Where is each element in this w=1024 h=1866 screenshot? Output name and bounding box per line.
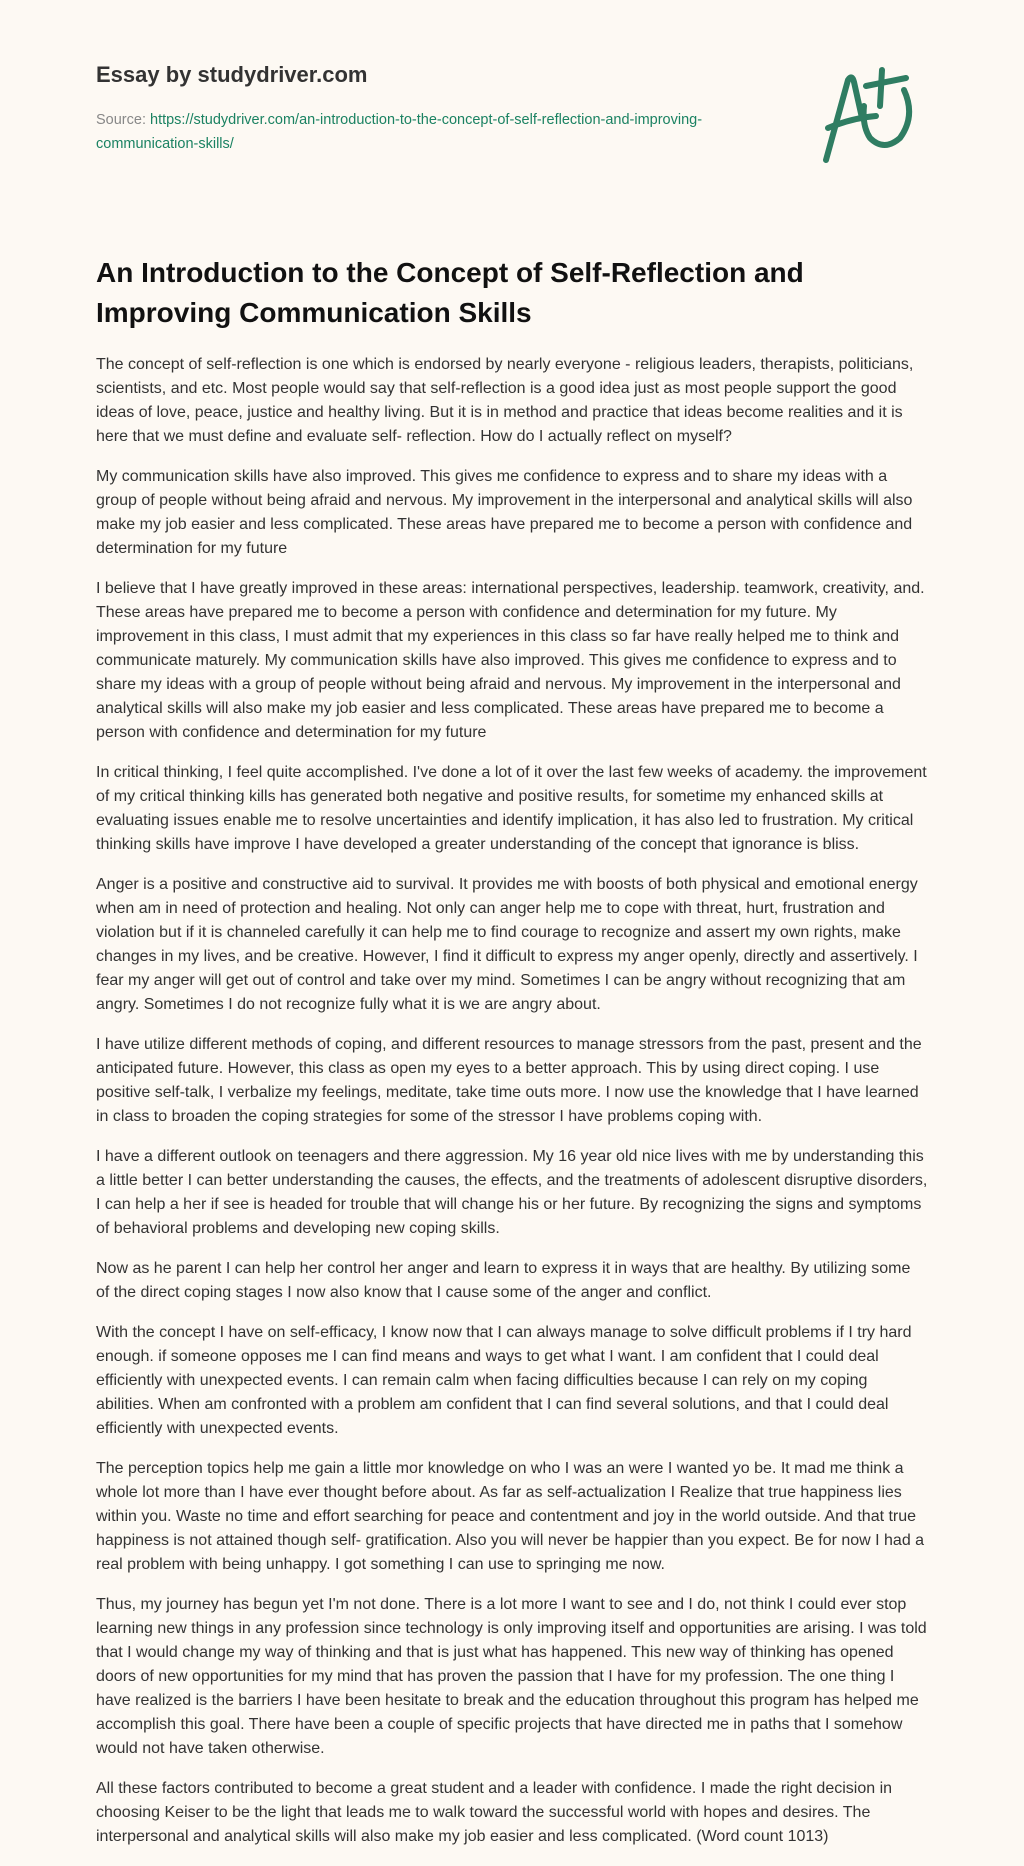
essay-paragraph: I believe that I have greatly improved in these areas: international perspectives, leadership. teamwork, creativity, and. These areas have prepared me to become a person with confidence and determination for my future. My improvement in this class, I must admit that my experiences in this class so far have really helped me to think and communicate maturely. My communication skills have also improved. This gives me confidence to express and to share my ideas with a group of people without being afraid and nervous. My improvement in the interpersonal and analytical skills will also make my job easier and less complicated. These areas have prepared me to become a person with confidence and determination for my future	[96, 580, 925, 741]
essay-paragraph: Thus, my journey has begun yet I'm not done. There is a lot more I want to see and I do, not think I could ever stop learning new things in any profession since technology is only improving itself and opportunities are arising. I was told that I would change my way of thinking and that is just what has happened. This new way of thinking has opened doors of new opportunities for my mind that has proven the passion that I have for my profession. The one thing I have realized is the barriers I have been hesitate to break and the education throughout this program has helped me accomplish this goal. There have been a couple of specific projects that have directed me in paths that I somehow would not have taken otherwise.	[96, 1596, 927, 1757]
a-plus-logo-icon	[822, 66, 930, 166]
source-link[interactable]: https://studydriver.com/an-introduction-to-the-concept-of-self-reflection-and-improving-communication-skills/	[96, 112, 703, 152]
essay-paragraph: The perception topics help me gain a little mor knowledge on who I was an were I wanted yo be. It mad me think a whole lot more than I have ever thought before about. As far as self-actualization I Realize that true happiness lies within you. Waste no time and effort searching for peace and contentment and joy in the world outside. And that true happiness is not attained though self- gratification. Also you will never be happier than you expect. Be for now I had a real problem with being unhappy. I got something I can use to springing me now.	[96, 1460, 925, 1573]
essay-paragraph: I have a different outlook on teenagers and there aggression. My 16 year old nice lives with me by understanding this a little better I can better understanding the causes, the effects, and the treatments of adolescent disruptive disorders, I can help a her if see is headed for trouble that will change his or her future. By recognizing the signs and symptoms of behavioral problems and developing new coping skills.	[96, 1148, 928, 1237]
site-title: Essay by studydriver.com	[96, 62, 368, 87]
essay-paragraph: With the concept I have on self-efficacy, I know now that I can always manage to solve difficult problems if I try hard enough. if someone opposes me I can find means and ways to get what I want. I am confident that I could deal efficiently with unexpected events. I can remain calm when facing difficulties because I can rely on my coping abilities. When am confronted with a problem am confident that I can find several solutions, and that I could deal efficiently with unexpected events.	[96, 1324, 912, 1437]
essay-paragraph: My communication skills have also improved. This gives me confidence to express and to share my ideas with a group of people without being afraid and nervous. My improvement in the interpersonal and analytical skills will also make my job easier and less complicated. These areas have prepared me to become a person with confidence and determination for my future	[96, 468, 913, 557]
essay-paragraph: Now as he parent I can help her control her anger and learn to express it in ways that are healthy. By utilizing some of the direct coping stages I now also know that I cause some of the anger and conflict.	[96, 1260, 911, 1301]
source-label: Source:	[96, 112, 150, 128]
essay-paragraph: The concept of self-reflection is one which is endorsed by nearly everyone - religious leaders, therapists, politicians, scientists, and etc. Most people would say that self-reflection is a good idea just as most people support the good ideas of love, peace, justice and healthy living. But it is in method and practice that ideas become realities and it is here that we must define and evaluate self- reflection. How do I actually reflect on myself?	[96, 356, 914, 445]
essay-paragraph: Anger is a positive and constructive aid to survival. It provides me with boosts of both physical and emotional energy when am in need of protection and healing. Not only can anger help me to cope with threat, hurt, frustration and violation but if it is channeled carefully it can help me to find courage to recognize and assert my own rights, make changes in my lives, and be creative. However, I find it difficult to express my anger openly, directly and assertively. I fear my anger will get out of control and take over my mind. Sometimes I can be angry without recognizing that am angry. Sometimes I do not recognize fully what it is we are angry about.	[96, 876, 918, 1013]
essay-body	[96, 353, 928, 1865]
essay-title: An Introduction to the Concept of Self-Reflection and Improving Communication Skills	[96, 257, 804, 328]
essay-paragraph: All these factors contributed to become a great student and a leader with confidence. I made the right decision in choosing Keiser to be the light that leads me to walk toward the successful world with hopes and desires. The interpersonal and analytical skills will also make my job easier and less complicated. (Word count 1013)	[96, 1780, 893, 1845]
essay-paragraph: In critical thinking, I feel quite accomplished. I've done a lot of it over the last few weeks of academy. the improvement of my critical thinking kills has generated both negative and positive results, for sometime my enhanced skills at evaluating issues enable me to resolve uncertainties and identify implication, it has also led to frustration. My critical thinking skills have improve I have developed a greater understanding of the concept that ignorance is bliss.	[96, 764, 927, 853]
source-line	[96, 108, 736, 156]
essay-paragraph: I have utilize different methods of coping, and different resources to manage stressors from the past, present and the anticipated future. However, this class as open my eyes to a better approach. This by using direct coping. I use positive self-talk, I verbalize my feelings, meditate, take time outs more. I now use the knowledge that I have learned in class to broaden the coping strategies for some of the stressor I have problems coping with.	[96, 1036, 922, 1125]
